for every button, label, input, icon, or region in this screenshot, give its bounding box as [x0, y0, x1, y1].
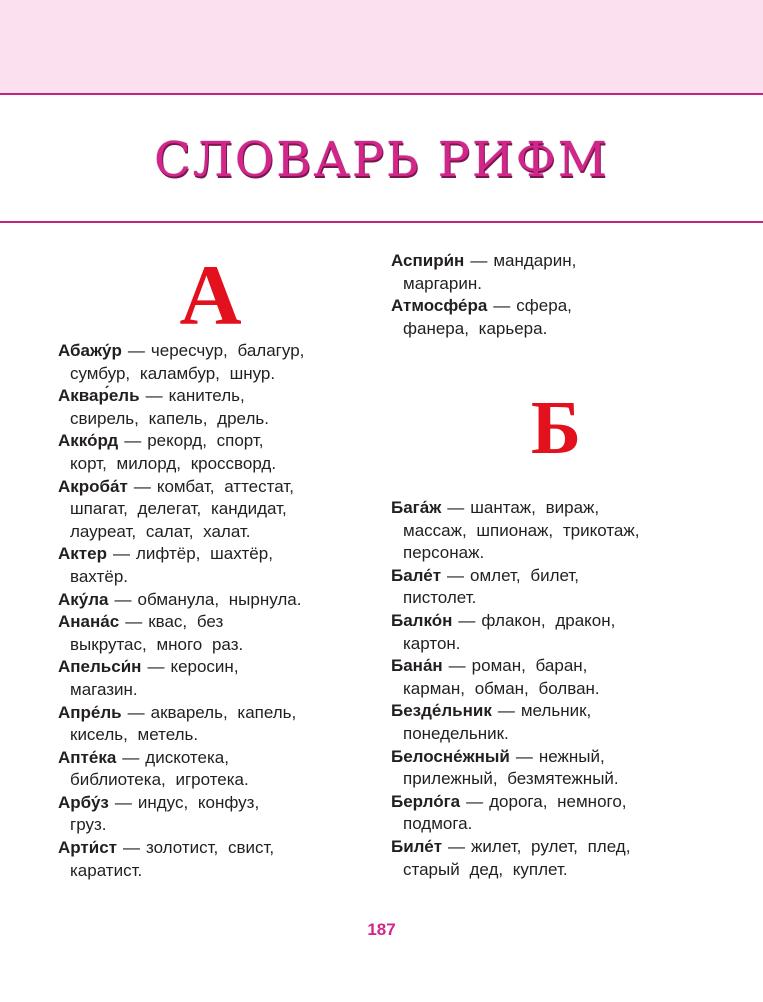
entry-headword: Арти́ст — [58, 838, 117, 858]
entry-rhymes: керосин, — [170, 657, 239, 677]
entry-dash: — — [147, 657, 165, 677]
entry-continuation-line: картон. — [403, 633, 461, 653]
entry-headword: Абажу́р — [58, 341, 122, 360]
rhyme-entry — [58, 430, 304, 475]
entry-first-line — [58, 476, 304, 499]
entry-continuation-line: корт, милорд, кроссворд. — [70, 453, 277, 473]
rhyme-entry — [58, 747, 304, 792]
entry-first-line — [58, 543, 304, 566]
rhyme-entry — [391, 791, 639, 836]
entry-first-line — [391, 610, 639, 633]
top-band — [0, 0, 763, 93]
entry-dash: — — [145, 386, 163, 406]
entry-headword: Балко́н — [391, 610, 453, 630]
entry-headword: Аспири́н — [391, 251, 465, 270]
entry-continuation-line: магазин. — [70, 679, 138, 699]
entry-rhymes: нежный, — [538, 746, 605, 766]
entry-continuation-line: пистолет. — [403, 588, 477, 608]
entry-dash: — — [114, 589, 132, 609]
entry-rhymes: акварель, капель, — [150, 702, 297, 722]
entry-continuation-line: маргарин. — [403, 273, 482, 293]
entry-headword: Биле́т — [391, 836, 443, 856]
entry-dash: — — [493, 296, 511, 316]
rhyme-entry — [391, 746, 639, 791]
rhyme-entry — [391, 565, 639, 610]
section-letter-b: Б — [530, 386, 582, 470]
entry-rhymes: чересчур, балагур, — [150, 341, 305, 360]
entry-first-line — [391, 295, 576, 318]
rhyme-entry — [58, 476, 304, 544]
entry-rhymes: индус, конфуз, — [137, 792, 260, 812]
entry-dash: — — [497, 701, 515, 721]
entry-headword: Акко́рд — [58, 431, 119, 451]
entry-dash: — — [123, 838, 140, 858]
entry-headword: Арбу́з — [58, 792, 109, 812]
rhyme-entry — [58, 837, 304, 882]
entry-continuation-line: понедельник. — [403, 723, 509, 743]
entry-dash: — — [458, 610, 476, 630]
entry-rhymes: квас, без — [148, 612, 224, 632]
entry-first-line — [391, 791, 639, 814]
entry-headword: Аку́ла — [58, 589, 109, 609]
entry-rhymes: золотист, свист, — [146, 838, 275, 858]
entry-dash: — — [448, 656, 466, 676]
rhyme-entry — [391, 836, 639, 881]
entry-dash: — — [133, 476, 151, 496]
page-number: 187 — [367, 920, 396, 939]
entry-rhymes: мандарин, — [493, 251, 577, 270]
entry-dash: — — [447, 565, 465, 585]
rhyme-entry — [391, 497, 639, 565]
entry-rhymes: дискотека, — [145, 747, 229, 767]
rhyme-entry — [58, 702, 304, 747]
entry-headword: Атмосфе́ра — [391, 296, 488, 316]
rhyme-entry — [391, 250, 576, 295]
entry-continuation-line: старый дед, куплет. — [403, 859, 568, 879]
entry-rhymes: обманула, нырнула. — [137, 589, 302, 609]
entry-first-line — [391, 700, 639, 723]
entries-a — [58, 340, 304, 882]
entry-rhymes: сфера, — [516, 296, 572, 316]
entry-continuation-line: карман, обман, болван. — [403, 678, 600, 698]
entry-continuation-line: шпагат, делегат, кандидат, — [70, 499, 287, 519]
entry-headword: Бана́н — [391, 656, 443, 676]
entry-rhymes: жилет, рулет, плед, — [471, 836, 631, 856]
entry-headword: Апельси́н — [58, 657, 142, 677]
entry-headword: Акроба́т — [58, 476, 128, 496]
entry-first-line — [391, 497, 639, 520]
rhyme-entry — [391, 610, 639, 655]
entry-first-line — [391, 565, 639, 588]
entry-continuation-line: лауреат, салат, халат. — [70, 521, 251, 541]
entry-dash: — — [515, 746, 533, 766]
entry-headword: Берло́га — [391, 791, 461, 811]
entry-continuation-line: каратист. — [70, 860, 143, 880]
entry-headword: Бага́ж — [391, 498, 442, 517]
rhyme-entry — [391, 700, 639, 745]
entry-rhymes: комбат, аттестат, — [156, 476, 294, 496]
entry-first-line — [58, 837, 304, 860]
entry-rhymes: омлет, билет, — [470, 565, 579, 585]
entry-first-line — [58, 589, 304, 612]
entry-first-line — [391, 655, 639, 678]
entry-first-line — [391, 746, 639, 769]
entry-first-line — [58, 611, 304, 634]
rhyme-entry — [58, 611, 304, 656]
entries-b — [391, 497, 639, 881]
entry-continuation-line: массаж, шпионаж, трикотаж, — [403, 520, 640, 540]
entry-dash: — — [447, 498, 465, 517]
header-rule-top — [0, 93, 763, 95]
rhyme-entry — [391, 655, 639, 700]
entry-headword: Апте́ка — [58, 747, 117, 767]
entry-continuation-line: свирель, капель, дрель. — [70, 408, 269, 428]
entry-dash: — — [470, 251, 488, 270]
rhyme-entry — [58, 385, 304, 430]
entry-rhymes: роман, баран, — [471, 656, 588, 676]
entry-first-line — [58, 702, 304, 725]
entry-dash: — — [448, 836, 466, 856]
entry-first-line — [58, 385, 304, 408]
section-letter-a: А — [179, 247, 242, 343]
entry-continuation-line: библиотека, игротека. — [70, 770, 249, 790]
entry-headword: Безде́льник — [391, 701, 492, 721]
entry-headword: Анана́с — [58, 612, 120, 632]
entry-rhymes: канитель, — [168, 386, 245, 406]
entry-dash: — — [466, 791, 484, 811]
rhyme-entry — [58, 340, 304, 385]
entry-rhymes: шантаж, вираж, — [470, 498, 600, 517]
entry-continuation-line: прилежный, безмятежный. — [403, 769, 619, 789]
page-title: СЛОВАРЬ РИФМ — [154, 132, 609, 188]
entry-headword: Белосне́жный — [391, 746, 510, 766]
entry-headword: Бале́т — [391, 565, 442, 585]
entry-first-line — [58, 656, 304, 679]
entry-dash: — — [114, 792, 132, 812]
entry-first-line — [58, 340, 304, 363]
entry-dash: — — [127, 702, 145, 722]
entry-first-line — [391, 836, 639, 859]
entry-continuation-line: вахтёр. — [70, 566, 129, 586]
entries-a-continued — [391, 250, 576, 340]
entry-continuation-line: сумбур, каламбур, шнур. — [70, 363, 276, 383]
entry-headword: Актер — [58, 544, 107, 564]
rhyme-entry — [58, 589, 304, 612]
rhyme-entry — [58, 656, 304, 701]
entry-dash: — — [124, 431, 142, 451]
entry-headword: Апре́ль — [58, 702, 122, 722]
entry-continuation-line: груз. — [70, 815, 107, 835]
entry-rhymes: дорога, немного, — [489, 791, 627, 811]
entry-continuation-line: кисель, метель. — [70, 725, 199, 745]
entry-rhymes: флакон, дракон, — [481, 610, 616, 630]
entry-dash: — — [125, 612, 143, 632]
entry-rhymes: лифтёр, шахтёр, — [135, 544, 273, 564]
entry-dash: — — [122, 747, 140, 767]
rhyme-entry — [391, 295, 576, 340]
entry-rhymes: мельник, — [520, 701, 592, 721]
entry-continuation-line: подмога. — [403, 814, 473, 834]
entry-headword: Аквар́ель — [58, 386, 140, 406]
entry-first-line — [58, 792, 304, 815]
entry-first-line — [58, 747, 304, 770]
entry-dash: — — [127, 341, 145, 360]
entry-rhymes: рекорд, спорт, — [147, 431, 264, 451]
entry-continuation-line: фанера, карьера. — [403, 318, 548, 338]
rhyme-entry — [58, 543, 304, 588]
entry-dash: — — [112, 544, 130, 564]
header-rule-bottom — [0, 221, 763, 223]
entry-first-line — [391, 250, 576, 273]
rhyme-entry — [58, 792, 304, 837]
entry-first-line — [58, 430, 304, 453]
entry-continuation-line: выкрутас, много раз. — [70, 634, 244, 654]
entry-continuation-line: персонаж. — [403, 543, 485, 563]
